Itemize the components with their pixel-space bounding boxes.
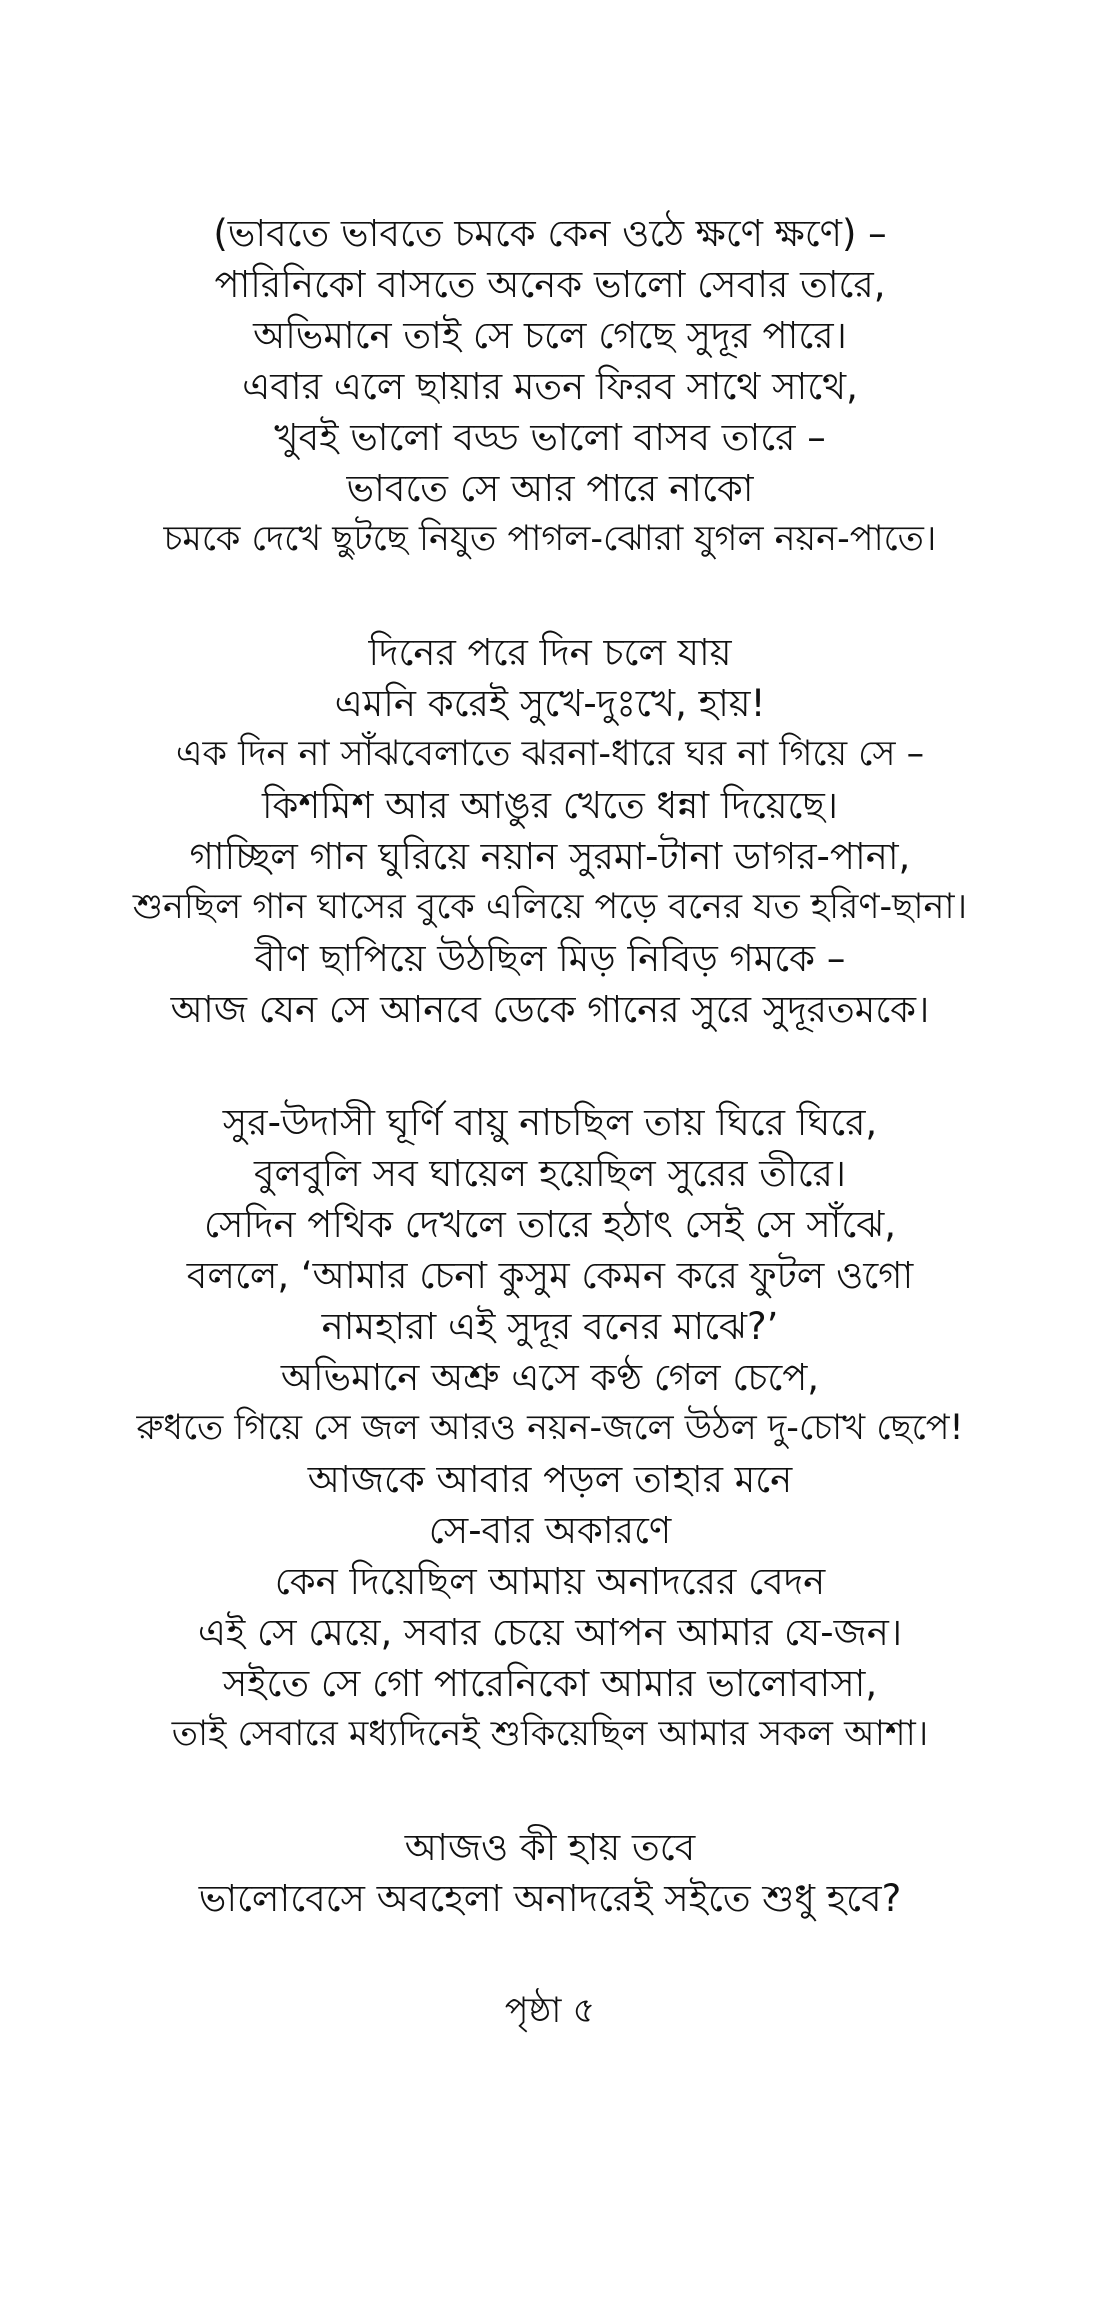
poem-line: খুবই ভালো বড্ড ভালো বাসব তারে – bbox=[274, 416, 826, 459]
poem-line: চমকে দেখে ছুটছে নিযুত পাগল-ঝোরা যুগল নয়ন-পাতে। bbox=[163, 519, 937, 559]
poem-line: ভাবতে সে আর পারে নাকো bbox=[346, 467, 754, 510]
poem-line: দিনের পরে দিন চলে যায় bbox=[368, 631, 732, 674]
poem-line: রুধতে গিয়ে সে জল আরও নয়ন-জলে উঠল দু-চোখ ছেপে! bbox=[136, 1408, 964, 1448]
poem-line: সইতে সে গো পারেনিকো আমার ভালোবাসা, bbox=[222, 1662, 878, 1705]
poem-line: (ভাবতে ভাবতে চমকে কেন ওঠে ক্ষণে ক্ষণে) – bbox=[213, 212, 887, 255]
poem-line: শুনছিল গান ঘাসের বুকে এলিয়ে পড়ে বনের যত হরিণ-ছানা। bbox=[132, 887, 968, 927]
stanza-2 bbox=[0, 627, 1100, 1035]
poem-line: তাই সেবারে মধ্যদিনেই শুকিয়েছিল আমার সকল আশা। bbox=[171, 1714, 929, 1754]
poem-line: আজ যেন সে আনবে ডেকে গানের সুরে সুদূরতমকে। bbox=[170, 988, 930, 1031]
poem-line: কিশমিশ আর আঙুর খেতে ধন্না দিয়েছে। bbox=[261, 784, 839, 827]
poem-line: অভিমানে তাই সে চলে গেছে সুদূর পারে। bbox=[253, 314, 847, 357]
poem-line: আজকে আবার পড়ল তাহার মনে bbox=[307, 1458, 793, 1501]
poem-line: কেন দিয়েছিল আমায় অনাদরের বেদন bbox=[274, 1560, 826, 1603]
stanza-1 bbox=[0, 208, 1100, 565]
poem-line: এক দিন না সাঁঝবেলাতে ঝরনা-ধারে ঘর না গিয়ে সে – bbox=[175, 734, 925, 774]
poem-line: গাচ্ছিল গান ঘুরিয়ে নয়ান সুরমা-টানা ডাগর-পানা, bbox=[189, 835, 911, 878]
poem-line: এই সে মেয়ে, সবার চেয়ে আপন আমার যে-জন। bbox=[197, 1611, 903, 1654]
page-number: পৃষ্ঠা ৫ bbox=[504, 1991, 596, 2031]
stanza-4 bbox=[0, 1822, 1100, 1924]
poem-line: সে-বার অকারণে bbox=[428, 1509, 672, 1552]
poem-line: সুর-উদাসী ঘূর্ণি বায়ু নাচছিল তায় ঘিরে ঘিরে, bbox=[222, 1101, 878, 1144]
poem-line: নামহারা এই সুদূর বনের মাঝে?’ bbox=[321, 1305, 779, 1348]
poem-line: বললে, ‘আমার চেনা কুসুম কেমন করে ফুটল ওগো bbox=[186, 1254, 914, 1297]
poem-line: বুলবুলি সব ঘায়েল হয়েছিল সুরের তীরে। bbox=[253, 1152, 847, 1195]
poem-line: এবার এলে ছায়ার মতন ফিরব সাথে সাথে, bbox=[242, 365, 858, 408]
poem-line: ভালোবেসে অবহেলা অনাদরেই সইতে শুধু হবে? bbox=[198, 1877, 902, 1920]
poem-line: পারিনিকো বাসতে অনেক ভালো সেবার তারে, bbox=[214, 263, 886, 306]
poem-line: এমনি করেই সুখে-দুঃখে, হায়! bbox=[334, 682, 766, 725]
poem-line: সেদিন পথিক দেখলে তারে হঠাৎ সেই সে সাঁঝে, bbox=[203, 1203, 896, 1246]
stanza-3 bbox=[0, 1097, 1100, 1760]
poem-line: বীণ ছাপিয়ে উঠছিল মিড় নিবিড় গমকে – bbox=[254, 937, 846, 980]
poem-line: অভিমানে অশ্রু এসে কণ্ঠ গেল চেপে, bbox=[280, 1356, 820, 1399]
poem-line: আজও কী হায় তবে bbox=[404, 1826, 696, 1869]
